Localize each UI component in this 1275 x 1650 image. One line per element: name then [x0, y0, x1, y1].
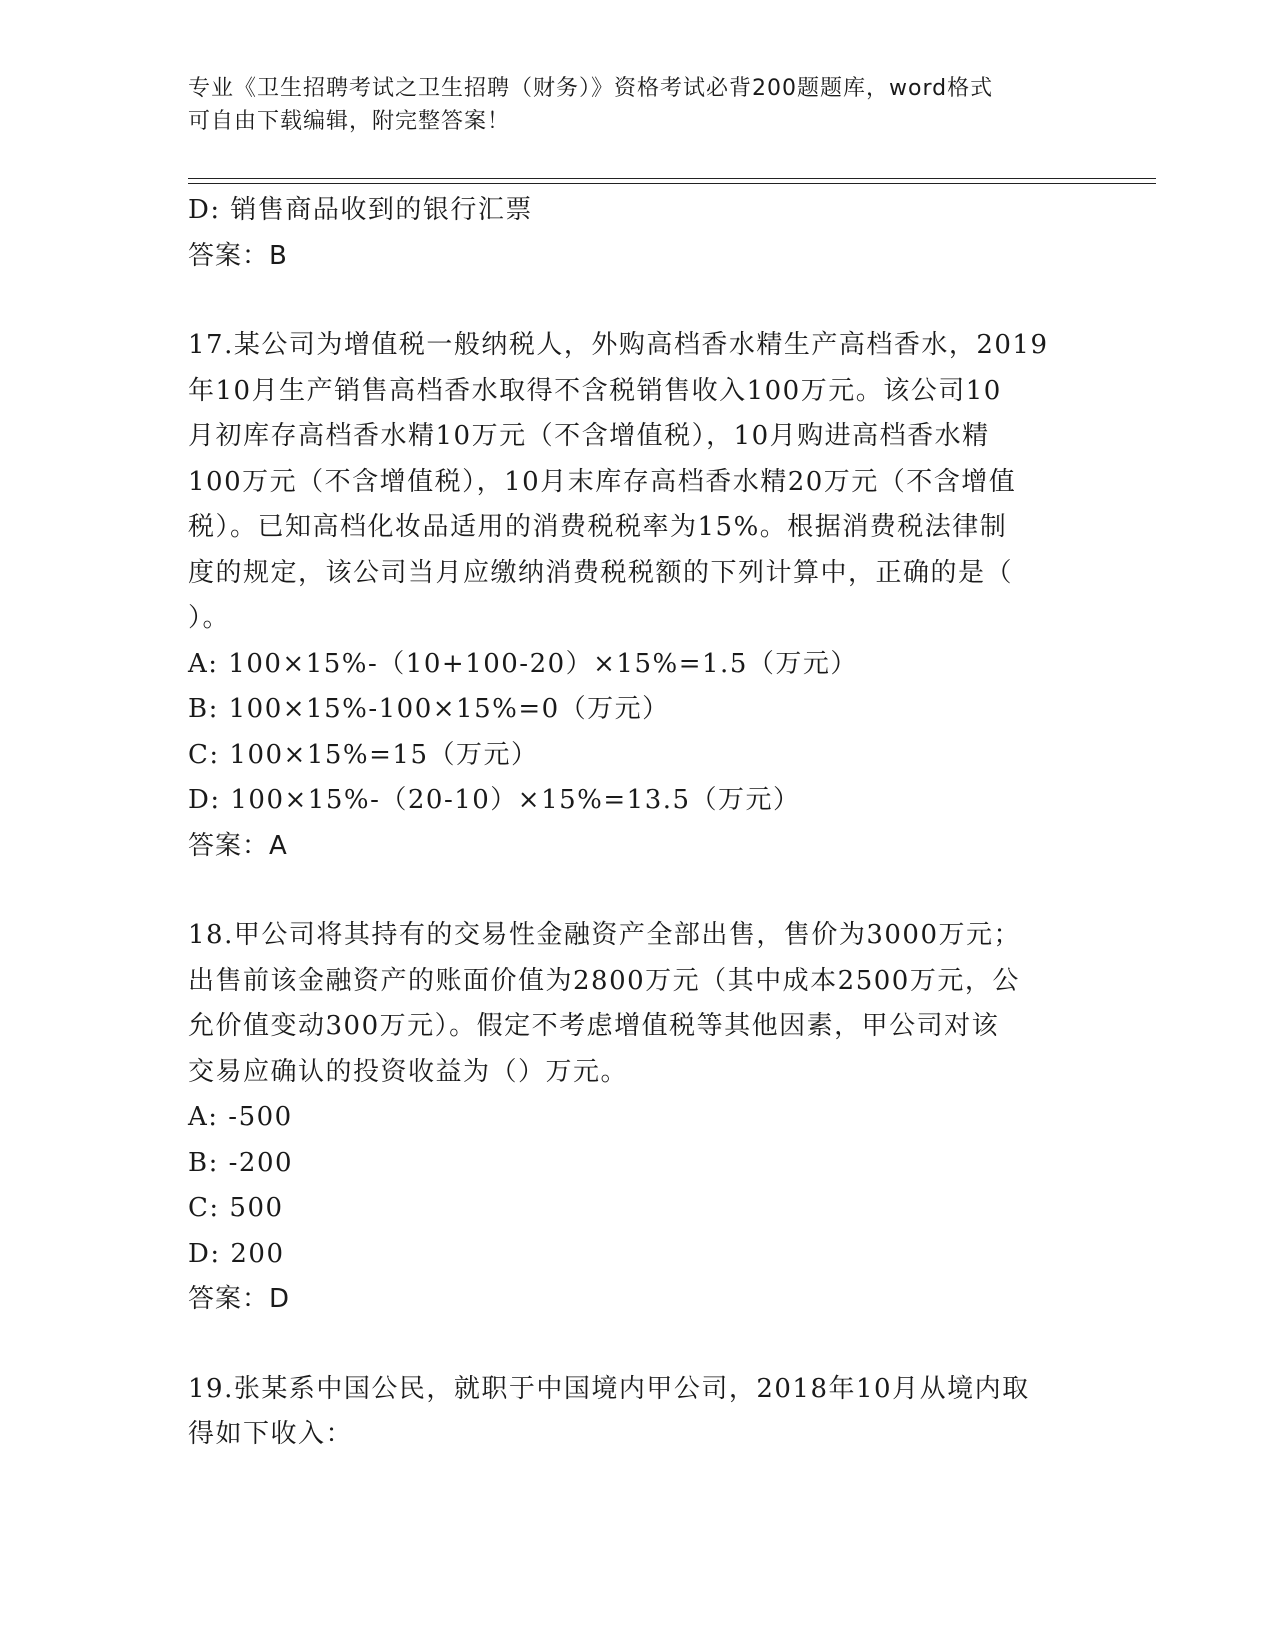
spacer [188, 1323, 1078, 1367]
question-17-line: 月初库存高档香水精10万元（不含增值税），10月购进高档香水精 [188, 421, 990, 451]
header-line-2: 可自由下载编辑，附完整答案！ [188, 109, 511, 134]
question-18-answer: 答案：D [188, 1284, 291, 1314]
question-18 [188, 913, 1078, 1095]
question-17-line: 100万元（不含增值税），10月末库存高档香水精20万元（不含增值 [188, 466, 1017, 497]
spacer [188, 279, 1078, 323]
question-17 [188, 323, 1078, 642]
question-17-line: 年10月生产销售高档香水取得不含税销售收入100万元。该公司10 [188, 375, 1002, 406]
question-18-option-b: B: -200 [188, 1147, 294, 1178]
question-17-option-a: A: 100×15%-（10+100-20）×15%=1.5（万元） [188, 648, 858, 679]
question-17-option-c: C: 100×15%=15（万元） [188, 739, 539, 770]
question-18-line: 允价值变动300万元）。假定不考虑增值税等其他因素，甲公司对该 [188, 1011, 1000, 1041]
question-19 [188, 1367, 1078, 1458]
question-18-option-a: A: -500 [188, 1102, 293, 1132]
question-18-line: 18.甲公司将其持有的交易性金融资产全部出售，售价为3000万元； [188, 920, 1022, 950]
question-19-line: 得如下收入： [188, 1419, 354, 1449]
question-17-answer: 答案：A [188, 830, 288, 861]
question-18-option-d: D: 200 [188, 1238, 285, 1269]
question-18-line: 交易应确认的投资收益为（）万元。 [188, 1056, 629, 1087]
question-17-option-b: B: 100×15%-100×15%=0（万元） [188, 694, 670, 724]
prev-answer: 答案：B [188, 240, 288, 271]
question-18-line: 出售前该金融资产的账面价值为2800万元（其中成本2500万元，公 [188, 965, 1020, 996]
question-17-option-d: D: 100×15%-（20-10）×15%=13.5（万元） [188, 785, 801, 815]
spacer [188, 869, 1078, 913]
question-17-line: ）。 [188, 603, 231, 633]
question-19-line: 19.张某系中国公民，就职于中国境内甲公司，2018年10月从境内取 [188, 1373, 1030, 1404]
header-divider-top [188, 178, 1156, 179]
question-content [188, 188, 1078, 1458]
header-divider-bottom [188, 183, 1156, 184]
question-18-option-c: C: 500 [188, 1193, 284, 1223]
question-17-line: 税）。已知高档化妆品适用的消费税税率为15%。根据消费税法律制 [188, 512, 1008, 542]
page-header [188, 72, 1088, 138]
prev-option-d: D: 销售商品收到的银行汇票 [188, 195, 533, 225]
question-17-line: 17.某公司为增值税一般纳税人，外购高档香水精生产高档香水，2019 [188, 330, 1049, 360]
question-17-line: 度的规定，该公司当月应缴纳消费税税额的下列计算中，正确的是（ [188, 557, 1014, 588]
header-line-1: 专业《卫生招聘考试之卫生招聘（财务）》资格考试必背200题题库，word格式 [188, 76, 994, 101]
